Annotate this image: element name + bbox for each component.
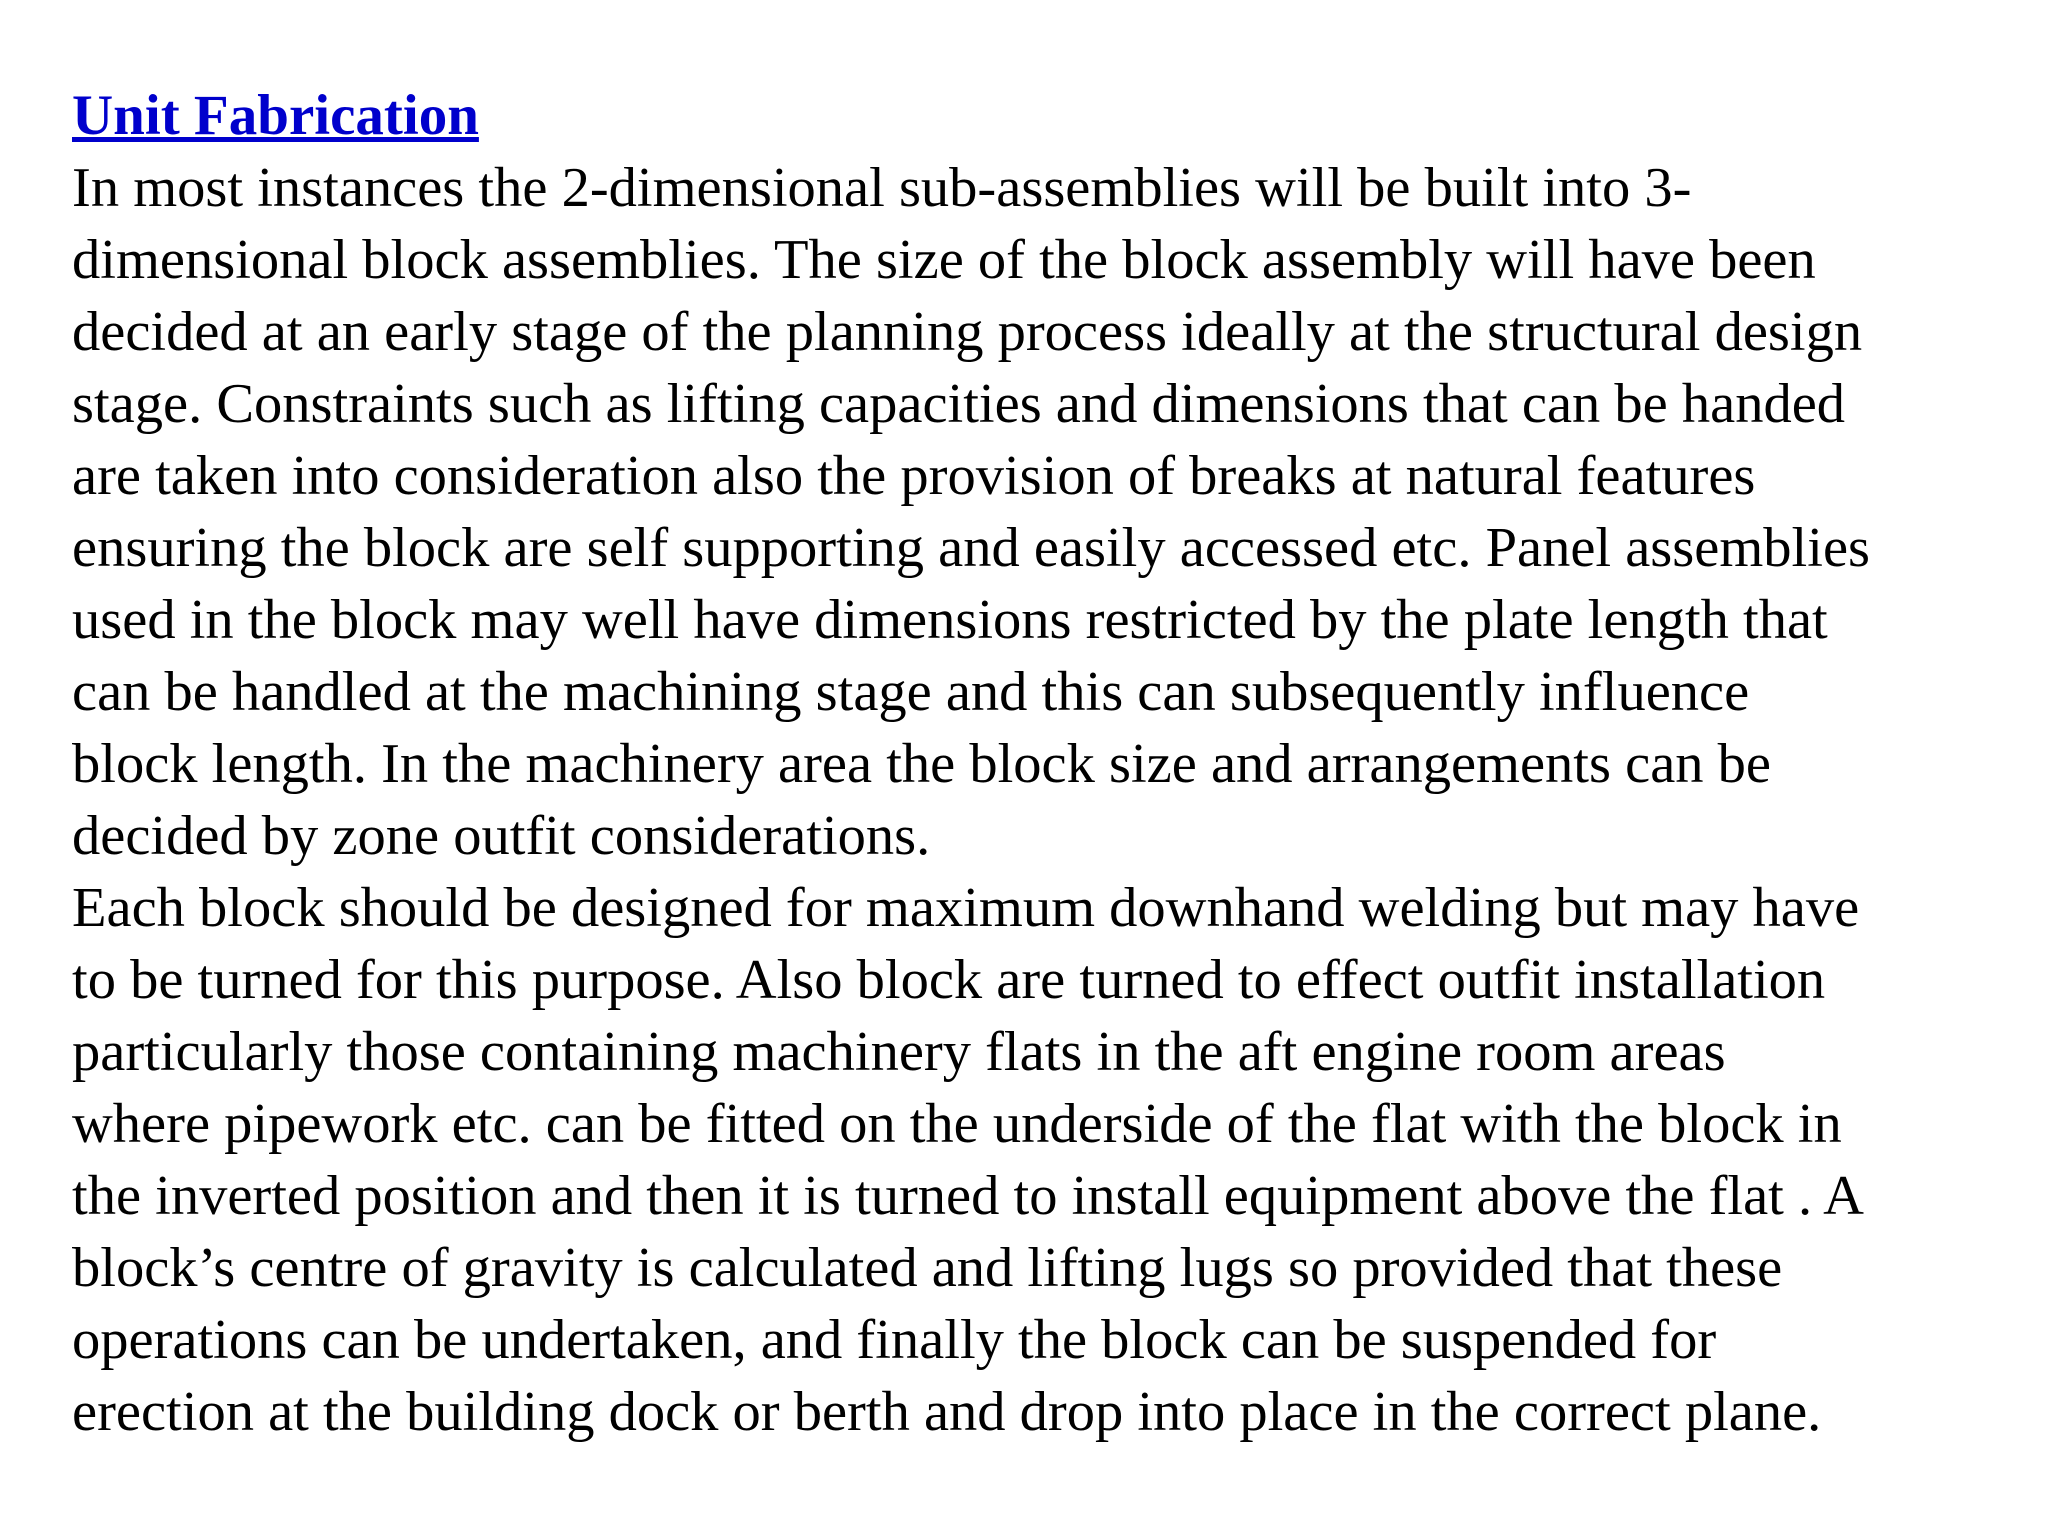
text-line: dimensional block assemblies. The size of the block assembly will have been (72, 229, 1816, 291)
title-link[interactable]: Unit Fabrication (72, 84, 479, 147)
body-text (72, 152, 1992, 1448)
text-line: decided at an early stage of the planning process ideally at the structural design (72, 301, 1863, 363)
document-page (72, 80, 1992, 1448)
text-line: Each block should be designed for maximum downhand welding but may have (72, 877, 1860, 939)
text-line: stage. Constraints such as lifting capacities and dimensions that can be handed (72, 373, 1846, 435)
text-line: can be handled at the machining stage and this can subsequently influence (72, 661, 1750, 723)
text-line: block length. In the machinery area the block size and arrangements can be (72, 733, 1771, 795)
text-line: decided by zone outfit considerations. (72, 805, 931, 867)
text-line: are taken into consideration also the provision of breaks at natural features (72, 445, 1756, 507)
text-line: block’s centre of gravity is calculated and lifting lugs so provided that these (72, 1237, 1783, 1299)
text-line: In most instances the 2-dimensional sub-assemblies will be built into 3- (72, 157, 1692, 219)
text-line: to be turned for this purpose. Also block are turned to effect outfit installation (72, 949, 1826, 1011)
text-line: used in the block may well have dimensions restricted by the plate length that (72, 589, 1828, 651)
text-line: the inverted position and then it is turned to install equipment above the flat . A (72, 1165, 1864, 1227)
text-line: where pipework etc. can be fitted on the underside of the flat with the block in (72, 1093, 1842, 1155)
text-line: erection at the building dock or berth and drop into place in the correct plane. (72, 1381, 1822, 1443)
text-line: ensuring the block are self supporting and easily accessed etc. Panel assemblies (72, 517, 1871, 579)
text-line: particularly those containing machinery flats in the aft engine room areas (72, 1021, 1726, 1083)
text-line: operations can be undertaken, and finally the block can be suspended for (72, 1309, 1717, 1371)
